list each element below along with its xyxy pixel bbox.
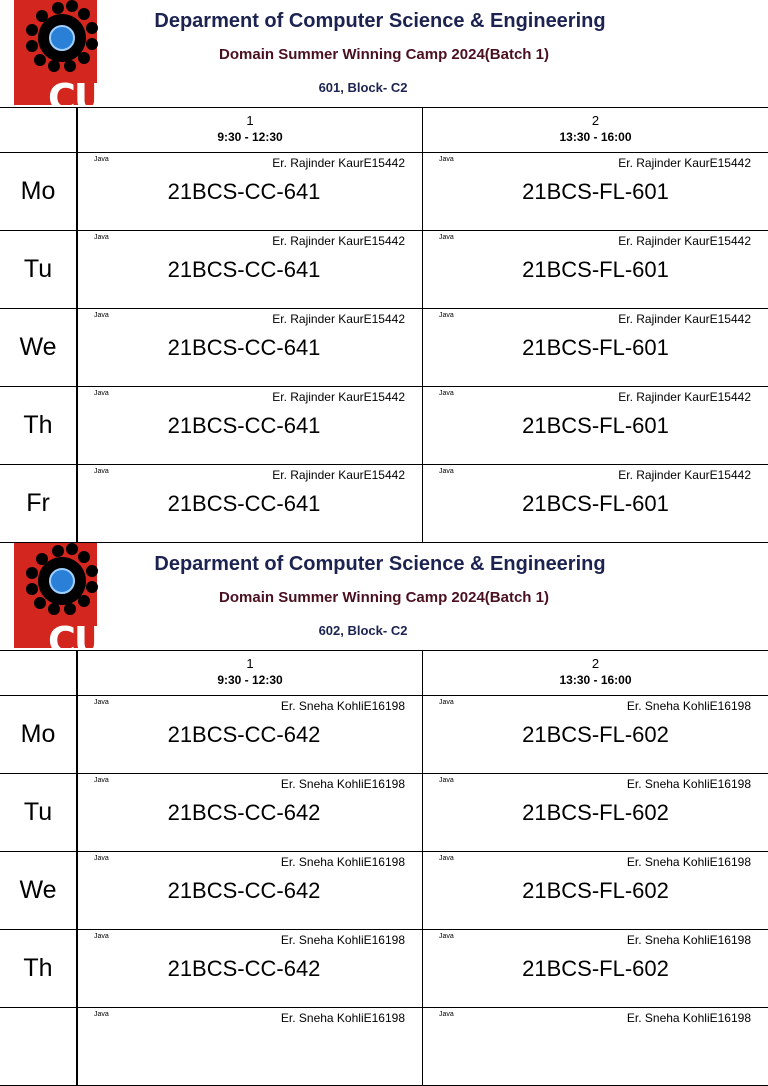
section-code: 21BCS-CC-641 [167, 335, 321, 360]
teacher-label: Er. Rajinder KaurE15442 [272, 468, 405, 482]
day-cell [0, 309, 78, 386]
class-cell [423, 465, 768, 542]
table-row [0, 1008, 768, 1086]
teacher-label: Er. Rajinder KaurE15442 [272, 390, 405, 404]
slot-time: 9:30 - 12:30 [217, 673, 283, 687]
class-cell [78, 387, 423, 464]
subject-label: Java [94, 855, 109, 862]
slot-time: 9:30 - 12:30 [217, 130, 283, 144]
section-code: 21BCS-FL-602 [522, 800, 669, 825]
subject-label: Java [94, 312, 109, 319]
class-cell [423, 387, 768, 464]
class-cell [78, 774, 423, 851]
section-code: 21BCS-CC-642 [167, 956, 321, 981]
teacher-label: Er. Rajinder KaurE15442 [272, 234, 405, 248]
subject-label: Java [439, 468, 454, 475]
subject-label: Java [439, 390, 454, 397]
class-cell [423, 930, 768, 1007]
teacher-label: Er. Rajinder KaurE15442 [618, 312, 751, 326]
class-cell [423, 153, 768, 230]
logo-text: CU [48, 619, 103, 663]
section-code: 21BCS-FL-601 [522, 335, 669, 360]
subject-label: Java [439, 933, 454, 940]
section-code: 21BCS-FL-602 [522, 722, 669, 747]
room-label: 602, Block- C2 [318, 623, 408, 638]
class-cell [78, 465, 423, 542]
table-row [0, 309, 768, 387]
table-row [0, 852, 768, 930]
schedule-table [0, 650, 768, 1086]
teacher-label: Er. Sneha KohliE16198 [280, 933, 405, 947]
subject-label: Java [94, 468, 109, 475]
class-cell [423, 774, 768, 851]
slot-number: 1 [246, 656, 254, 671]
program-title: Domain Summer Winning Camp 2024(Batch 1) [219, 46, 549, 63]
corner-cell [0, 651, 78, 695]
subject-label: Java [94, 933, 109, 940]
day-label: Th [23, 954, 53, 982]
teacher-label: Er. Sneha KohliE16198 [626, 933, 751, 947]
teacher-label: Er. Sneha KohliE16198 [626, 1011, 751, 1025]
section-code: 21BCS-CC-642 [167, 878, 321, 903]
section-code: 21BCS-CC-642 [167, 800, 321, 825]
teacher-label: Er. Sneha KohliE16198 [626, 855, 751, 869]
table-row [0, 930, 768, 1008]
day-cell [0, 387, 78, 464]
day-cell [0, 774, 78, 851]
slot-number: 1 [246, 113, 254, 128]
class-cell [423, 852, 768, 929]
subject-label: Java [94, 777, 109, 784]
table-header-row [0, 651, 768, 696]
teacher-label: Er. Rajinder KaurE15442 [618, 390, 751, 404]
timetable-page [0, 543, 768, 1024]
slot-time: 13:30 - 16:00 [559, 673, 632, 687]
slot-time: 13:30 - 16:00 [559, 130, 632, 144]
teacher-label: Er. Sneha KohliE16198 [280, 699, 405, 713]
department-title: Deparment of Computer Science & Engineering [154, 553, 606, 575]
subject-label: Java [439, 234, 454, 241]
subject-label: Java [439, 699, 454, 706]
day-label: Mo [20, 720, 56, 748]
subject-label: Java [94, 390, 109, 397]
slot-header [78, 651, 423, 695]
class-cell [78, 309, 423, 386]
teacher-label: Er. Sneha KohliE16198 [626, 699, 751, 713]
day-label: We [19, 876, 57, 904]
day-label: Th [23, 411, 53, 439]
section-code: 21BCS-FL-602 [522, 878, 669, 903]
teacher-label: Er. Rajinder KaurE15442 [618, 234, 751, 248]
slot-number: 2 [591, 113, 600, 128]
subject-label: Java [439, 777, 454, 784]
day-label: Mo [20, 177, 56, 205]
day-cell [0, 930, 78, 1007]
teacher-label: Er. Rajinder KaurE15442 [618, 156, 751, 170]
class-cell [78, 231, 423, 308]
teacher-label: Er. Sneha KohliE16198 [280, 1011, 405, 1025]
subject-label: Java [94, 1011, 109, 1018]
teacher-label: Er. Sneha KohliE16198 [280, 855, 405, 869]
day-label: We [19, 333, 57, 361]
table-row [0, 231, 768, 309]
department-title: Deparment of Computer Science & Engineering [154, 10, 606, 32]
table-row [0, 465, 768, 543]
day-cell [0, 231, 78, 308]
table-header-row [0, 108, 768, 153]
section-code: 21BCS-CC-642 [167, 722, 321, 747]
table-row [0, 153, 768, 231]
section-code: 21BCS-FL-601 [522, 491, 669, 516]
section-code: 21BCS-FL-601 [522, 413, 669, 438]
day-cell [0, 696, 78, 773]
subject-label: Java [439, 1011, 454, 1018]
subject-label: Java [94, 234, 109, 241]
section-code: 21BCS-CC-641 [167, 257, 321, 282]
slot-number: 2 [591, 656, 600, 671]
corner-cell [0, 108, 78, 152]
class-cell [423, 1008, 768, 1085]
class-cell [78, 930, 423, 1007]
class-cell [78, 852, 423, 929]
section-code: 21BCS-FL-601 [522, 257, 669, 282]
subject-label: Java [94, 699, 109, 706]
subject-label: Java [439, 312, 454, 319]
day-cell [0, 1008, 78, 1085]
class-cell [423, 696, 768, 773]
teacher-label: Er. Sneha KohliE16198 [280, 777, 405, 791]
logo-text: CU [48, 76, 103, 120]
room-label: 601, Block- C2 [318, 80, 408, 95]
teacher-label: Er. Rajinder KaurE15442 [272, 156, 405, 170]
day-cell [0, 153, 78, 230]
table-row [0, 696, 768, 774]
slot-header [78, 108, 423, 152]
schedule-table [0, 107, 768, 543]
class-cell [423, 231, 768, 308]
subject-label: Java [439, 855, 454, 862]
section-code: 21BCS-CC-641 [167, 179, 321, 204]
section-code: 21BCS-CC-641 [167, 413, 321, 438]
day-label: Tu [23, 798, 53, 826]
class-cell [78, 696, 423, 773]
teacher-label: Er. Rajinder KaurE15442 [272, 312, 405, 326]
teacher-label: Er. Sneha KohliE16198 [626, 777, 751, 791]
program-title: Domain Summer Winning Camp 2024(Batch 1) [219, 589, 549, 606]
table-row [0, 387, 768, 465]
subject-label: Java [94, 156, 109, 163]
slot-header [423, 651, 768, 695]
section-code: 21BCS-CC-641 [167, 491, 321, 516]
table-row [0, 774, 768, 852]
subject-label: Java [439, 156, 454, 163]
class-cell [78, 153, 423, 230]
day-label: Fr [26, 489, 50, 517]
class-cell [78, 1008, 423, 1085]
section-code: 21BCS-FL-602 [522, 956, 669, 981]
teacher-label: Er. Rajinder KaurE15442 [618, 468, 751, 482]
day-cell [0, 465, 78, 542]
section-code: 21BCS-FL-601 [522, 179, 669, 204]
day-cell [0, 852, 78, 929]
slot-header [423, 108, 768, 152]
day-label: Tu [23, 255, 53, 283]
class-cell [423, 309, 768, 386]
